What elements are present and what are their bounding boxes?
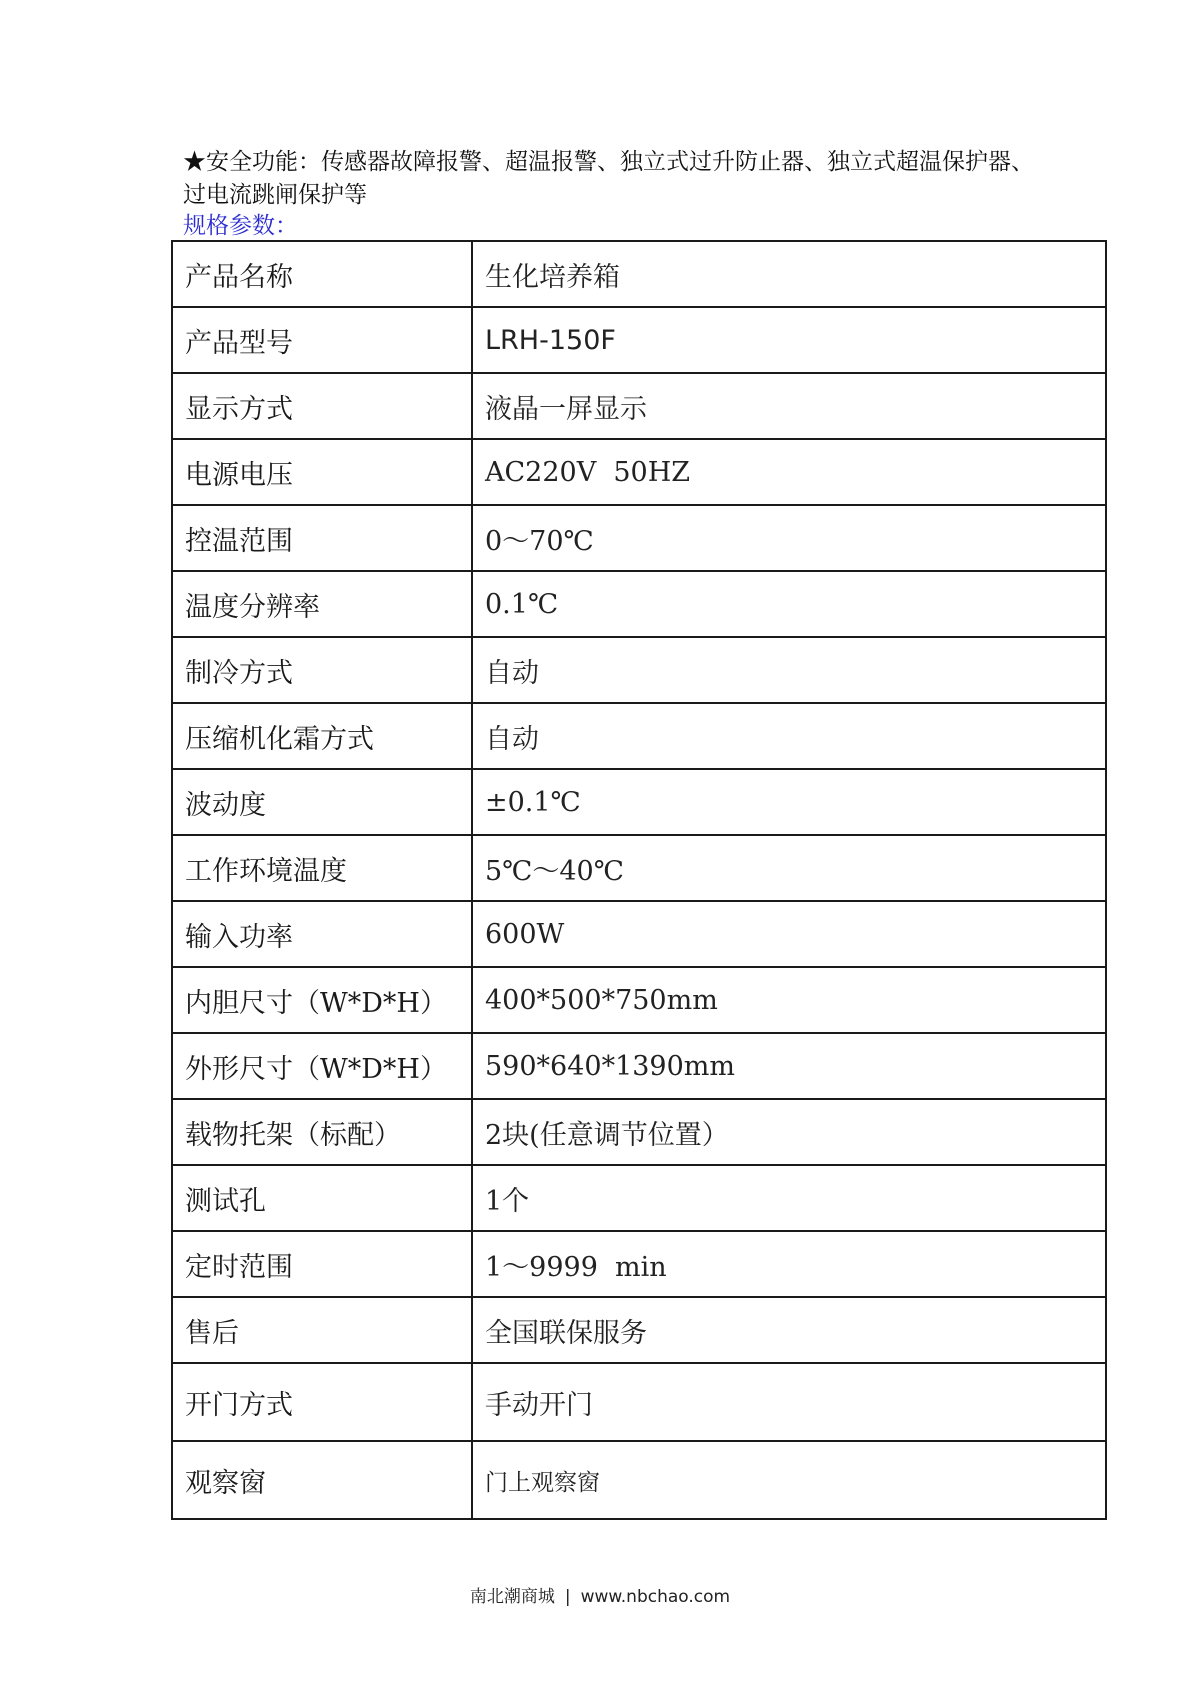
- spec-label: 输入功率: [172, 901, 472, 967]
- spec-value: 0.1℃: [472, 571, 1106, 637]
- spec-value: 0～70℃: [472, 505, 1106, 571]
- spec-label: 观察窗: [172, 1441, 472, 1519]
- spec-value: 液晶一屏显示: [472, 373, 1106, 439]
- spec-row-shelves: [172, 1099, 1106, 1165]
- spec-value: LRH-150F: [472, 307, 1106, 373]
- spec-value: 手动开门: [472, 1363, 1106, 1441]
- spec-row-cooling: [172, 637, 1106, 703]
- spec-value: ±0.1℃: [472, 769, 1106, 835]
- spec-row-display: [172, 373, 1106, 439]
- spec-label: 测试孔: [172, 1165, 472, 1231]
- spec-row-after-sales: [172, 1297, 1106, 1363]
- spec-value: 全国联保服务: [472, 1297, 1106, 1363]
- spec-label: 波动度: [172, 769, 472, 835]
- safety-features-text: ★安全功能：传感器故障报警、超温报警、独立式过升防止器、独立式超温保护器、过电流跳闸保护等: [183, 149, 1034, 208]
- spec-label: 制冷方式: [172, 637, 472, 703]
- spec-value: 590*640*1390mm: [472, 1033, 1106, 1099]
- footer-separator: |: [564, 1587, 571, 1607]
- spec-label: 开门方式: [172, 1363, 472, 1441]
- spec-label: 温度分辨率: [172, 571, 472, 637]
- spec-value: 400*500*750mm: [472, 967, 1106, 1033]
- spec-row-product-name: [172, 241, 1106, 307]
- page-footer: [0, 1582, 1200, 1607]
- spec-label: 压缩机化霜方式: [172, 703, 472, 769]
- spec-row-temp-range: [172, 505, 1106, 571]
- spec-label: 定时范围: [172, 1231, 472, 1297]
- spec-value: AC220V 50HZ: [472, 439, 1106, 505]
- spec-value: 600W: [472, 901, 1106, 967]
- spec-value: 自动: [472, 703, 1106, 769]
- footer-site-name: 南北潮商城: [469, 1587, 555, 1607]
- spec-row-outer-size: [172, 1033, 1106, 1099]
- spec-table: [171, 240, 1107, 1520]
- footer-url[interactable]: www.nbchao.com: [580, 1587, 731, 1607]
- spec-label: 外形尺寸（W*D*H）: [172, 1033, 472, 1099]
- spec-label: 载物托架（标配）: [172, 1099, 472, 1165]
- spec-row-power: [172, 901, 1106, 967]
- spec-row-test-hole: [172, 1165, 1106, 1231]
- spec-value: 5℃～40℃: [472, 835, 1106, 901]
- spec-label: 售后: [172, 1297, 472, 1363]
- spec-label: 产品名称: [172, 241, 472, 307]
- spec-label: 控温范围: [172, 505, 472, 571]
- spec-value: 2块(任意调节位置）: [472, 1099, 1106, 1165]
- spec-row-window: [172, 1441, 1106, 1519]
- spec-row-resolution: [172, 571, 1106, 637]
- spec-value: 生化培养箱: [472, 241, 1106, 307]
- spec-row-defrost: [172, 703, 1106, 769]
- spec-label: 内胆尺寸（W*D*H）: [172, 967, 472, 1033]
- spec-heading: 规格参数：: [183, 213, 298, 239]
- spec-label: 工作环境温度: [172, 835, 472, 901]
- spec-label: 显示方式: [172, 373, 472, 439]
- spec-label: 产品型号: [172, 307, 472, 373]
- spec-value: 门上观察窗: [472, 1441, 1106, 1519]
- spec-value: 自动: [472, 637, 1106, 703]
- spec-row-inner-size: [172, 967, 1106, 1033]
- spec-row-voltage: [172, 439, 1106, 505]
- spec-row-ambient-temp: [172, 835, 1106, 901]
- spec-row-model: [172, 307, 1106, 373]
- spec-label: 电源电压: [172, 439, 472, 505]
- spec-row-door: [172, 1363, 1106, 1441]
- spec-value: 1～9999 min: [472, 1231, 1106, 1297]
- spec-value: 1个: [472, 1165, 1106, 1231]
- spec-row-fluctuation: [172, 769, 1106, 835]
- spec-row-timer: [172, 1231, 1106, 1297]
